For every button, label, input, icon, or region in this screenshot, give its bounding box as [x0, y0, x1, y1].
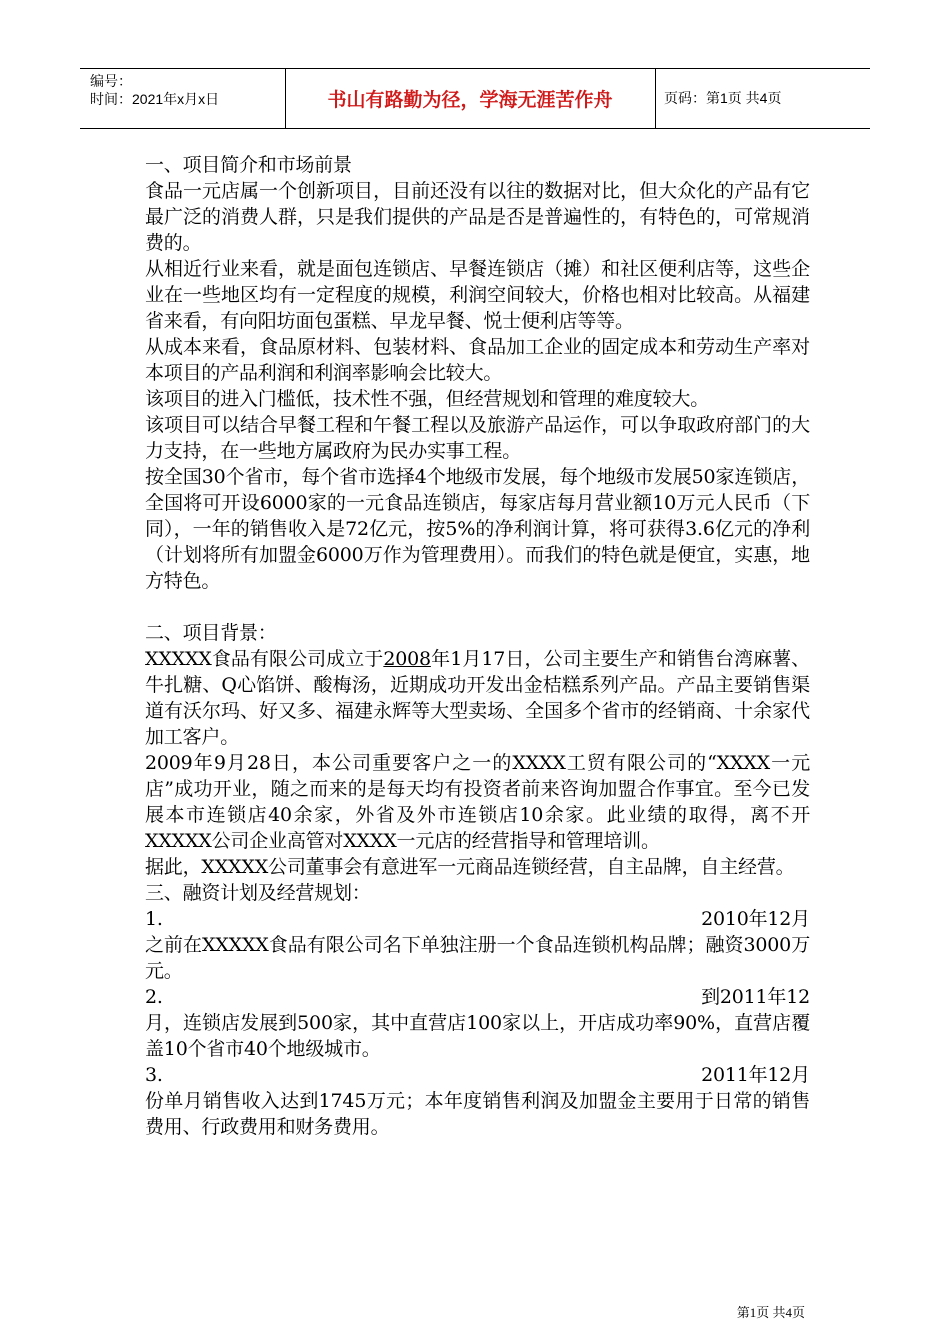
footer-page-info: 第1页 共4页 — [736, 1305, 805, 1320]
paragraph: 按全国30个省市，每个省市选择4个地级市发展，每个地级市发展50家连锁店，全国将可开设6000家的一元食品连锁店，每家店每月营业额10万元人民币（下同），一年的销售收入是72亿元，按5%的净利润计算，将可获得3.6亿元的净利（计划将所有加盟金6000万作为管理费用）。而我们的特色就是便宜，实惠，地方特色。 — [145, 466, 810, 592]
paragraph: 2009年9月28日，本公司重要客户之一的XXXX工贸有限公司的“XXXX一元店”成功开业，随之而来的是每天均有投资者前来咨询加盟合作事宜。至今已发展本市连锁店40余家，外省及外市连锁店10余家。此业绩的取得，离不开XXXXX公司企业高管对XXXX一元店的经营指导和管理培训。 — [145, 752, 810, 852]
list-item-header — [145, 906, 810, 932]
document-body — [145, 152, 810, 1140]
paragraph — [145, 646, 810, 750]
text-span: XXXXX食品有限公司成立于 — [145, 648, 384, 670]
section-title: 二、项目背景： — [145, 622, 277, 644]
header-page-info: 页码：第1页 共4页 — [664, 90, 782, 106]
paragraph: 该项目的进入门槛低，技术性不强，但经营规划和管理的难度较大。 — [145, 388, 710, 410]
blank-line — [145, 594, 810, 620]
paragraph: 从相近行业来看，就是面包连锁店、早餐连锁店（摊）和社区便利店等，这些企业在一些地区均有一定程度的规模，利润空间较大，价格也相对比较高。从福建省来看，有向阳坊面包蛋糕、早龙早餐、悦士便利店等等。 — [145, 258, 810, 332]
list-number: 2. — [145, 986, 163, 1008]
underlined-year: 2008 — [383, 648, 431, 670]
header-meta — [90, 72, 219, 108]
text-span: 年1月17日，公司主要生产和销售台湾麻薯、牛扎糖、Q心馅饼、酸梅汤，近期成功开发出金桔糕系列产品。产品主要销售渠道有沃尔玛、好又多、福建永辉等大型卖场、全国多个省市的经销商、十余家代加工客户。 — [145, 648, 810, 748]
list-item-header — [145, 984, 810, 1010]
paragraph: 据此，XXXXX公司董事会有意进军一元商品连锁经营，自主品牌，自主经营。 — [145, 856, 795, 878]
paragraph: 从成本来看，食品原材料、包装材料、食品加工企业的固定成本和劳动生产率对本项目的产品利润和利润率影响会比较大。 — [145, 336, 810, 384]
paragraph: 食品一元店属一个创新项目，目前还没有以往的数据对比，但大众化的产品有它最广泛的消费人群，只是我们提供的产品是否是普遍性的，有特色的，可常规消费的。 — [145, 180, 810, 254]
list-date: 到2011年12 — [701, 986, 810, 1008]
list-item-text: 之前在XXXXX食品有限公司名下单独注册一个食品连锁机构品牌；融资3000万元。 — [145, 934, 810, 982]
paragraph: 该项目可以结合早餐工程和午餐工程以及旅游产品运作，可以争取政府部门的大力支持，在一些地方属政府为民办实事工程。 — [145, 414, 810, 462]
header-motto: 书山有路勤为径，学海无涯苦作舟 — [327, 88, 613, 111]
list-number: 3. — [145, 1064, 163, 1086]
list-item-header — [145, 1062, 810, 1088]
list-item-text: 月，连锁店发展到500家，其中直营店100家以上，开店成功率90%，直营店覆盖10个省市40个地级城市。 — [145, 1012, 810, 1060]
header-number: 编号： — [90, 73, 132, 89]
header-date: 时间：2021年x月x日 — [90, 91, 220, 107]
list-number: 1. — [145, 908, 163, 930]
header-divider — [655, 68, 656, 128]
section-title: 一、项目简介和市场前景 — [145, 154, 352, 176]
list-item-text: 份单月销售收入达到1745万元；本年度销售利润及加盟金主要用于日常的销售费用、行政费用和财务费用。 — [145, 1090, 810, 1138]
list-date: 2010年12月 — [701, 908, 810, 930]
list-date: 2011年12月 — [701, 1064, 810, 1086]
section-title: 三、融资计划及经营规划： — [145, 882, 371, 904]
header-bottom-rule — [80, 128, 870, 129]
